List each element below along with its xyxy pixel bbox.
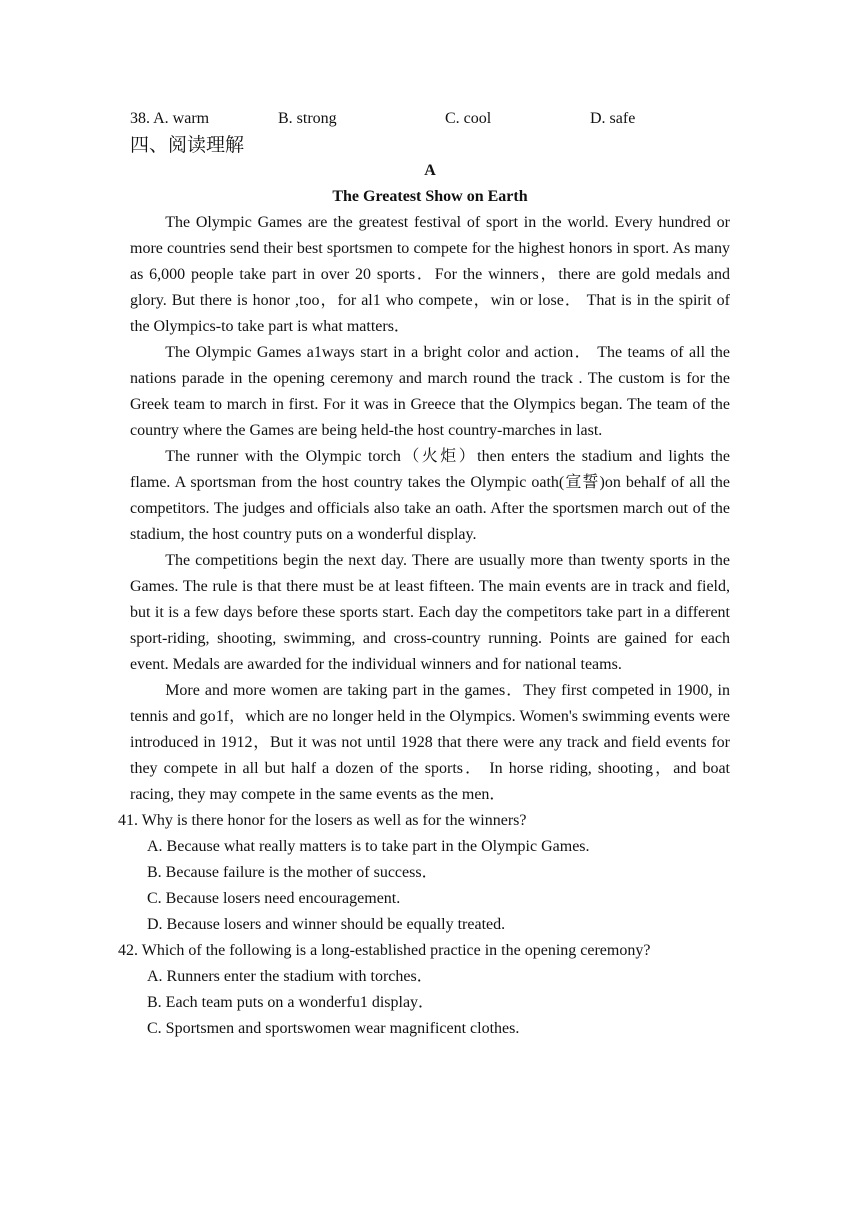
paragraph-1: The Olympic Games are the greatest festival of sport in the world. Every hundred or more countries send their best sportsmen to compete for the highest honors in sport. As many as 6,000 people take part in over 20 sports．For the winners，there are gold medals and glory. But there is honor ,too，for al1 who compete，win or lose． That is in the spirit of the Olympics-to take part is what matters． xyxy=(130,214,730,335)
question-38-options xyxy=(130,106,730,132)
question-41-option-c: C. Because losers need encouragement. xyxy=(147,890,401,907)
question-42-option-a: A. Runners enter the stadium with torches． xyxy=(147,968,433,985)
paragraph-5: More and more women are taking part in the games．They first competed in 1900, in tennis and go1f，which are no longer held in the Olympics. Women's swimming events were introduced in 1912，But it was not until 1928 that there were any track and field events for they compete in all but half a dozen of the sports． In horse riding, shooting，and boat racing, they may compete in the same events as the men． xyxy=(130,682,730,803)
paragraph-4: The competitions begin the next day. There are usually more than twenty sports in the Games. The rule is that there must be at least fifteen. The main events are in track and field, but it is a few days before these sports start. Each day the competitors take part in a different sport-riding, shooting, swimming, and cross-country running. Points are gained for each event. Medals are awarded for the individual winners and for national teams. xyxy=(130,552,730,673)
question-42-stem: 42. Which of the following is a long-established practice in the opening ceremony? xyxy=(118,942,651,959)
question-42-option-c: C. Sportsmen and sportswomen wear magnificent clothes. xyxy=(147,1020,520,1037)
q38-option-b: B. strong xyxy=(278,110,337,127)
question-42-option-b: B. Each team puts on a wonderfu1 display． xyxy=(147,994,435,1011)
passage-letter: A xyxy=(424,162,436,179)
q38-option-a: 38. A. warm xyxy=(130,110,210,127)
exam-page xyxy=(118,106,730,1042)
paragraph-2: The Olympic Games a1ways start in a bright color and action． The teams of all the nations parade in the opening ceremony and march round the track . The custom is for the Greek team to march in first. For it was in Greece that the Olympics began. The team of the country where the Games are being held-the host country-marches in last. xyxy=(130,344,730,439)
question-41-stem: 41. Why is there honor for the losers as well as for the winners? xyxy=(118,812,527,829)
q38-option-c: C. cool xyxy=(445,110,492,127)
passage-title: The Greatest Show on Earth xyxy=(332,188,528,205)
question-41 xyxy=(118,808,730,938)
question-41-option-b: B. Because failure is the mother of success． xyxy=(147,864,438,881)
question-41-option-d: D. Because losers and winner should be equally treated. xyxy=(147,916,506,933)
section-heading: 四、阅读理解 xyxy=(130,134,245,156)
question-41-option-a: A. Because what really matters is to take part in the Olympic Games. xyxy=(147,838,590,855)
question-42 xyxy=(118,938,730,1042)
paragraph-3: The runner with the Olympic torch（火炬）then enters the stadium and lights the flame. A sportsman from the host country takes the Olympic oath(宣誓)on behalf of all the competitors. The judges and officials also take an oath. After the sportsmen march out of the stadium, the host country puts on a wonderful display. xyxy=(130,448,730,543)
q38-option-d: D. safe xyxy=(590,110,636,127)
